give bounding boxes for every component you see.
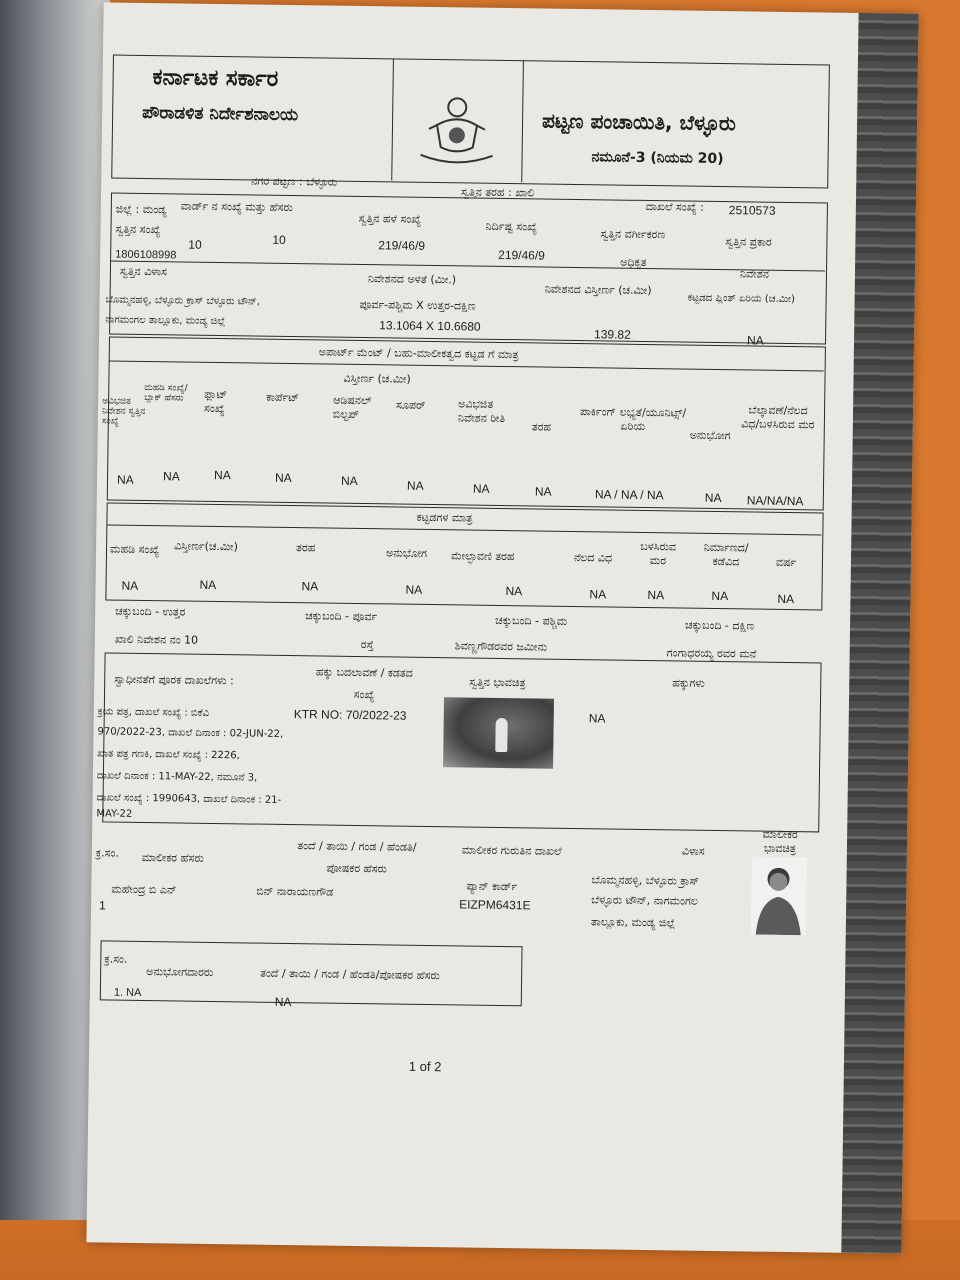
owner-address-1: ಬೆಳ್ಳೂರು ಟೌನ್, ನಾಗಮಂಗಲ bbox=[591, 893, 699, 908]
apt-v1: NA bbox=[162, 469, 180, 484]
type-label: ಸ್ವತ್ತಿನ ಪ್ರಕಾರ bbox=[725, 235, 772, 249]
apt-v5: NA bbox=[406, 478, 424, 493]
apt-h10: ಬೆಲ್ಕಾವಣೆ/ನೆಲದ ವಿಧ/ಬಳಸಿರುವ ಮರ bbox=[741, 403, 815, 432]
owner-father: ಬಿನ್ ನಾರಾಯಣಗೌಡ bbox=[256, 884, 334, 899]
address-line-2: ನಾಗಮಂಗಲ ತಾಲ್ಲೂಕು, ಮಂಡ್ಯ ಜಿಲ್ಲೆ bbox=[105, 314, 226, 328]
apt-h8: ಪಾರ್ಕಿಂಗ್ ಲಭ್ಯತೆ/ಯೂನಿಟ್ಸ್/ಏರಿಯ bbox=[579, 405, 687, 433]
occ-h2: ತಂದೆ / ತಾಯಿ / ಗಂಡ / ಹೆಂಡತಿ/ಪೋಷಕರ ಹೆಸರು bbox=[260, 966, 440, 983]
scan-edge-strip bbox=[841, 13, 918, 1254]
rights-label: ಹಕ್ಕುಗಳು bbox=[672, 676, 705, 690]
apt-h2: ಫ್ಲಾಟ್ ಸಂಖ್ಯೆ bbox=[203, 387, 228, 416]
doc-line-5: MAY-22 bbox=[96, 808, 133, 820]
apt-v7: NA bbox=[534, 484, 552, 499]
apartment-area-group: ವಿಸ್ತೀರ್ಣ (ಚ.ಮೀ) bbox=[343, 371, 411, 386]
owner-h4: ವಿಳಾಸ bbox=[681, 844, 705, 858]
property-photo bbox=[443, 697, 554, 769]
bld-v3: NA bbox=[405, 582, 423, 597]
form-title: ನಮೂನೆ-3 (ನಿಯಮ 20) bbox=[591, 149, 724, 168]
bld-h3: ಅನುಭೋಗ bbox=[385, 546, 428, 560]
transfer-label: ಹಕ್ಕು ಬದಲಾವಣೆ / ಕಡತದ ಸಂಖ್ಯೆ bbox=[315, 665, 413, 702]
plinth-label: ಕಟ್ಟಡದ ಪ್ಲಿಂತ್ ಏರಿಯ (ಚ.ಮೀ) bbox=[687, 292, 796, 306]
page-number: 1 of 2 bbox=[408, 1058, 442, 1075]
record-no-label: ದಾಖಲೆ ಸಂಖ್ಯೆ : bbox=[645, 199, 704, 214]
owner-name: ಮಹೇಂದ್ರ ಬಿ ಎನ್ bbox=[111, 882, 177, 897]
doc-line-0: ಕ್ರಯ ಪತ್ರ, ದಾಖಲೆ ಸಂಖ್ಯೆ : ಬಿಕೆವಿ bbox=[97, 706, 210, 719]
doc-line-1: 970/2022-23, ದಾಖಲೆ ದಿನಾಂಕ : 02-JUN-22, bbox=[97, 726, 284, 740]
docs-label: ಸ್ವಾಧೀನತೆಗೆ ಪೂರಕ ದಾಖಲೆಗಳು : bbox=[114, 672, 234, 688]
bld-h4: ಮೇಲ್ಛಾವಣಿ ತರಹ bbox=[450, 549, 515, 564]
owner-sl: 1 bbox=[98, 898, 106, 913]
doc-line-2: ಖಾತ ಪತ್ರ ಗಣಕಿ, ದಾಖಲೆ ಸಂಖ್ಯೆ : 2226, bbox=[97, 748, 240, 762]
apt-h6: ಅವಿಭಜಿತ ನಿವೇಶನ ರೀತಿ bbox=[457, 397, 506, 426]
old-no-value: 219/46/9 bbox=[378, 238, 426, 253]
owner-h0: ಕ್ರ.ಸಂ. bbox=[95, 846, 120, 860]
owner-address-2: ತಾಲ್ಲೂಕು, ಮಂಡ್ಯ ಜಿಲ್ಲೆ bbox=[590, 915, 676, 930]
bld-v6: NA bbox=[647, 588, 665, 603]
govt-title: ಕರ್ನಾಟಕ ಸರ್ಕಾರ bbox=[152, 65, 279, 92]
apt-h9: ಅನುಭೋಗ bbox=[689, 428, 731, 443]
state-emblem-icon bbox=[406, 85, 507, 176]
apt-v6: NA bbox=[472, 481, 490, 496]
apt-v4: NA bbox=[340, 473, 358, 488]
specific-no-label: ನಿರ್ದಿಷ್ಟ ಸಂಖ್ಯೆ bbox=[485, 219, 538, 234]
owner-id-type: ಪ್ಯಾನ್ ಕಾರ್ಡ್ bbox=[466, 879, 518, 894]
owner-h3: ಮಾಲೀಕರ ಗುರುತಿನ ದಾಖಲೆ bbox=[461, 843, 562, 858]
old-no-label: ಸ್ವತ್ತಿನ ಹಳೆ ಸಂಖ್ಯೆ bbox=[358, 211, 422, 226]
occ-row: 1. NA bbox=[113, 986, 142, 999]
owner-id-no: EIZPM6431E bbox=[459, 897, 531, 913]
ward-label: ವಾರ್ಡ್ ನ ಸಂಖ್ಯೆ ಮತ್ತು ಹೆಸರು bbox=[180, 199, 293, 215]
apt-v3: NA bbox=[274, 470, 292, 486]
apt-h7: ತರಹ bbox=[531, 420, 552, 434]
doc-line-4: ದಾಖಲೆ ಸಂಖ್ಯೆ : 1990643, ದಾಖಲೆ ದಿನಾಂಕ : 21- bbox=[96, 792, 282, 806]
occ-h0: ಕ್ರ.ಸಂ. bbox=[104, 952, 128, 966]
occ-parent: NA bbox=[274, 994, 292, 1010]
apt-h4: ಆಡಿಷನಲ್ ಬಿಲ್ಟಪ್ bbox=[332, 393, 372, 421]
address-line-1: ಬೊಮ್ಮನಹಳ್ಳಿ, ಬೆಳ್ಳೂರು ಕ್ರಾಸ್ ಬೆಳ್ಳೂರು ಟೌನ್, bbox=[105, 294, 261, 308]
bnd-v1: ರಸ್ತೆ bbox=[360, 638, 374, 652]
bld-v1: NA bbox=[199, 577, 217, 592]
bnd-h2: ಚಕ್ಕುಬಂದಿ - ಪಶ್ಚಿಮ bbox=[495, 613, 568, 628]
owner-h1: ಮಾಲೀಕರ ಹೆಸರು bbox=[141, 850, 204, 865]
apt-v8: NA / NA / NA bbox=[594, 487, 664, 503]
record-no-value: 2510573 bbox=[728, 203, 776, 218]
city-label: ನಗರ ಪಟ್ಟಣ : ಬೆಳ್ಳೂರು bbox=[251, 174, 338, 189]
apartment-title: ಅಪಾರ್ಟ್ ಮೆಂಟ್ / ಬಹು-ಮಾಲೀಕತ್ವದ ಕಟ್ಟಡ ಗೆ ಮಾತ್ರ bbox=[318, 345, 519, 362]
building-title: ಕಟ್ಟಡಗಳ ಮಾತ್ರ bbox=[416, 510, 473, 525]
apt-h5: ಸೂಪರ್ bbox=[396, 398, 426, 412]
panchayat-title: ಪಟ್ಟಣ ಪಂಚಾಯಿತಿ, ಬೆಳ್ಳೂರು bbox=[541, 108, 737, 136]
address-label: ಸ್ವತ್ತಿನ ವಿಳಾಸ bbox=[119, 264, 168, 279]
apt-h0: ಅವಿಭಜಿತ ನಿವೇಶನ ಸ್ವತ್ತಿನ ಸಂಖ್ಯೆ bbox=[101, 396, 146, 427]
bnd-v0: ಖಾಲಿ ನಿವೇಶನ ನಂ 10 bbox=[114, 632, 199, 647]
bld-v2: NA bbox=[301, 579, 319, 594]
bld-v0: NA bbox=[121, 578, 139, 593]
dimension-value: 13.1064 X 10.6680 bbox=[379, 318, 481, 334]
occ-h1: ಅನುಭೋಗದಾರರು bbox=[146, 965, 214, 979]
bld-h7: ನಿರ್ಮಾಣದ/ಕಡೆವಿದ bbox=[703, 540, 749, 569]
bld-v4: NA bbox=[505, 584, 523, 599]
dimension-sub: ಪೂರ್ವ-ಪಶ್ಚಿಮ X ಉತ್ತರ-ದಕ್ಷಿಣ bbox=[359, 297, 476, 313]
ktr-value: KTR NO: 70/2022-23 bbox=[293, 707, 407, 723]
bld-h8: ವರ್ಷ bbox=[775, 555, 797, 570]
apt-h1: ಮಹಡಿ ಸಂಖ್ಯೆ/ಬ್ಲಾಕ್ ಹೆಸರು bbox=[144, 382, 188, 404]
apt-v10: NA/NA/NA bbox=[746, 493, 804, 509]
district-label: ಜಿಲ್ಲೆ : ಮಂಡ್ಯ bbox=[115, 202, 167, 217]
property-no-value: 1806108998 bbox=[115, 248, 177, 262]
bld-h2: ತರಹ bbox=[296, 541, 316, 555]
dimension-label: ನಿವೇಶನದ ಅಳತೆ (ಮೀ.) bbox=[367, 272, 457, 287]
bld-h6: ಬಳಸಿರುವ ಮರ bbox=[640, 539, 677, 568]
bld-v5: NA bbox=[589, 587, 607, 602]
apt-v9: NA bbox=[704, 490, 722, 506]
bld-h1: ವಿಸ್ತೀರ್ಣ(ಚ.ಮೀ) bbox=[174, 539, 239, 554]
directorate-title: ಪೌರಾಡಳಿತ ನಿರ್ದೇಶನಾಲಯ bbox=[142, 102, 299, 126]
bnd-h1: ಚಕ್ಕುಬಂದಿ - ಪೂರ್ವ bbox=[305, 609, 378, 624]
bnd-h3: ಚಕ್ಕುಬಂದಿ - ದಕ್ಷಿಣ bbox=[684, 618, 755, 633]
rights-value: NA bbox=[588, 711, 606, 726]
apt-v2: NA bbox=[214, 467, 231, 483]
owner-photo bbox=[751, 857, 807, 936]
owner-h5: ಮಾಲೀಕರ ಭಾವಚಿತ್ರ bbox=[762, 827, 798, 856]
document-page bbox=[86, 2, 918, 1253]
bld-h0: ಮಹಡಿ ಸಂಖ್ಯೆ bbox=[109, 542, 160, 557]
bld-v7: NA bbox=[711, 588, 729, 604]
classification-value: ಅಧಿಕೃತ bbox=[620, 255, 647, 269]
ward-no-value: 10 bbox=[188, 237, 202, 252]
bld-v8: NA bbox=[777, 591, 795, 607]
apt-v0: NA bbox=[116, 472, 134, 487]
bnd-v3: ಗಂಗಾಧರಯ್ಯ ರವರ ಮನೆ bbox=[666, 646, 757, 661]
owner-h2: ತಂದೆ / ತಾಯಿ / ಗಂಡ / ಹೆಂಡತಿ/ಪೋಷಕರ ಹೆಸರು bbox=[297, 839, 417, 876]
plinth-value: NA bbox=[746, 333, 764, 348]
specific-no-value: 219/46/9 bbox=[498, 247, 546, 263]
property-no-label: ಸ್ವತ್ತಿನ ಸಂಖ್ಯೆ bbox=[115, 222, 161, 237]
doc-line-3: ದಾಖಲೆ ದಿನಾಂಕ : 11-MAY-22, ನಮೂನೆ 3, bbox=[96, 770, 258, 784]
bnd-v2: ಶಿವಣ್ಣಗೌಡರವರ ಜಮೀನು bbox=[454, 639, 548, 654]
area-label: ನಿವೇಶನದ ವಿಸ್ತೀರ್ಣ (ಚ.ಮೀ) bbox=[544, 282, 652, 298]
owner-address-0: ಬೊಮ್ಮನಹಳ್ಳಿ, ಬೆಳ್ಳೂರು ಕ್ರಾಸ್ bbox=[591, 873, 700, 888]
photo-label: ಸ್ವತ್ತಿನ ಭಾವಚಿತ್ರ bbox=[469, 675, 526, 690]
bnd-h0: ಚಕ್ಕುಬಂದಿ - ಉತ್ತರ bbox=[115, 604, 186, 619]
ward-name-value: 10 bbox=[272, 232, 286, 247]
type-value: ನಿವೇಶನ bbox=[739, 267, 769, 281]
apt-h3: ಕಾರ್ಪೆಟ್ bbox=[266, 390, 300, 405]
property-type-label: ಸ್ವತ್ತಿನ ತರಹ : ಖಾಲಿ bbox=[460, 185, 535, 200]
area-value: 139.82 bbox=[594, 327, 631, 342]
classification-label: ಸ್ವತ್ತಿನ ವರ್ಗೀಕರಣ bbox=[600, 227, 666, 242]
bld-h5: ನೆಲದ ವಿಧ bbox=[573, 550, 613, 565]
